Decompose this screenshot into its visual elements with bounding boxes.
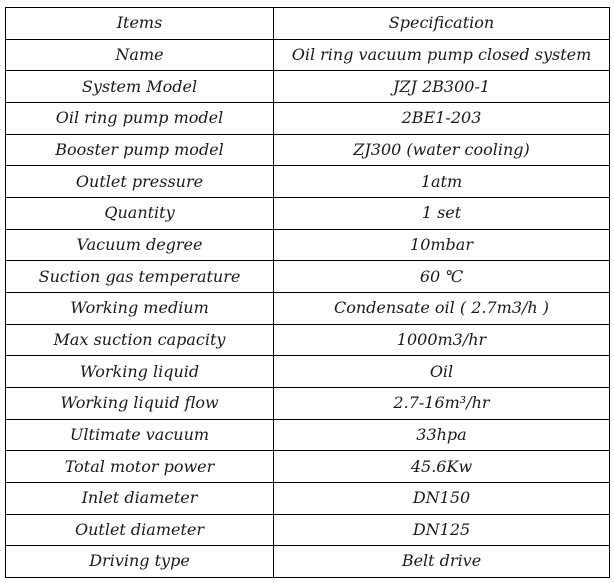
specification-table-body [6, 8, 610, 578]
table-row [6, 134, 610, 166]
item-cell: Oil ring pump model [6, 102, 274, 134]
table-row [6, 292, 610, 324]
table-row [6, 39, 610, 71]
specification-cell: 33hpa [274, 419, 610, 451]
item-cell: Working liquid flow [6, 387, 274, 419]
specification-cell: 2.7-16m³/hr [274, 387, 610, 419]
item-cell: Ultimate vacuum [6, 419, 274, 451]
table-row [6, 419, 610, 451]
item-cell: System Model [6, 71, 274, 103]
header-items: Items [6, 8, 274, 40]
item-cell: Inlet diameter [6, 482, 274, 514]
item-cell: Quantity [6, 197, 274, 229]
item-cell: Total motor power [6, 451, 274, 483]
item-cell: Vacuum degree [6, 229, 274, 261]
specification-cell: DN150 [274, 482, 610, 514]
item-cell: Working medium [6, 292, 274, 324]
specification-cell: 1000m3/hr [274, 324, 610, 356]
table-row [6, 356, 610, 388]
specification-cell: 10mbar [274, 229, 610, 261]
table-row [6, 514, 610, 546]
item-cell: Outlet diameter [6, 514, 274, 546]
table-row [6, 102, 610, 134]
specification-cell: Belt drive [274, 546, 610, 578]
item-cell: Name [6, 39, 274, 71]
specification-cell: DN125 [274, 514, 610, 546]
table-row [6, 482, 610, 514]
table-row [6, 197, 610, 229]
item-cell: Booster pump model [6, 134, 274, 166]
specification-cell: ZJ300 (water cooling) [274, 134, 610, 166]
table-row [6, 387, 610, 419]
specification-cell: 1 set [274, 197, 610, 229]
table-row [6, 229, 610, 261]
table-row [6, 324, 610, 356]
specification-cell: JZJ 2B300-1 [274, 71, 610, 103]
specification-cell: Oil [274, 356, 610, 388]
header-specification: Specification [274, 8, 610, 40]
specification-cell: Oil ring vacuum pump closed system [274, 39, 610, 71]
item-cell: Outlet pressure [6, 166, 274, 198]
item-cell: Suction gas temperature [6, 261, 274, 293]
item-cell: Working liquid [6, 356, 274, 388]
table-row [6, 261, 610, 293]
specification-cell: 2BE1-203 [274, 102, 610, 134]
specification-cell: Condensate oil ( 2.7m3/h ) [274, 292, 610, 324]
specification-cell: 60 ℃ [274, 261, 610, 293]
table-row [6, 71, 610, 103]
specification-table [5, 7, 610, 578]
specification-cell: 1atm [274, 166, 610, 198]
table-row [6, 166, 610, 198]
table-header-row [6, 8, 610, 40]
table-row [6, 451, 610, 483]
specification-cell: 45.6Kw [274, 451, 610, 483]
table-row [6, 546, 610, 578]
item-cell: Max suction capacity [6, 324, 274, 356]
item-cell: Driving type [6, 546, 274, 578]
